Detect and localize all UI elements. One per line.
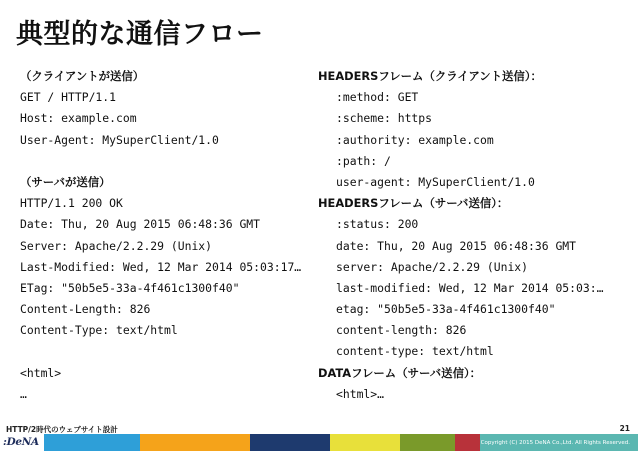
right-col-line: :path: /	[336, 153, 391, 168]
copyright-notice: Copyright (C) 2015 DeNA Co.,Ltd. All Rights Reserved.	[480, 440, 630, 446]
slide-title: 典型的な通信フロー	[16, 19, 264, 50]
right-col-line: DATAフレーム（サーバ送信）：	[318, 365, 482, 380]
left-col-line: HTTP/1.1 200 OK	[20, 196, 123, 211]
http2-frames-column	[318, 66, 618, 405]
right-col-line: etag: "50b5e5-33a-4f461c1300f40"	[336, 302, 556, 317]
left-col-line: <html>	[20, 365, 62, 380]
dena-logo: :DeNA	[3, 436, 39, 448]
footer-bar-segment	[140, 434, 250, 451]
footer-bar-segment	[330, 434, 400, 451]
left-col-line: User-Agent: MySuperClient/1.0	[20, 132, 219, 147]
right-col-line: user-agent: MySuperClient/1.0	[336, 174, 535, 189]
right-col-line: :authority: example.com	[336, 132, 494, 147]
left-col-line: Content-Type: text/html	[20, 323, 178, 338]
right-col-line: HEADERSフレーム（クライアント送信）：	[318, 69, 542, 83]
left-col-line: Host: example.com	[20, 111, 137, 126]
left-col-line	[20, 151, 320, 172]
right-col-line: date: Thu, 20 Aug 2015 06:48:36 GMT	[336, 238, 577, 253]
footer-bar-segment	[250, 434, 330, 451]
left-col-line: Server: Apache/2.2.29 (Unix)	[20, 238, 213, 253]
right-col-line: server: Apache/2.2.29 (Unix)	[336, 259, 529, 274]
right-col-line: content-length: 826	[336, 323, 467, 338]
left-col-line: Last-Modified: Wed, 12 Mar 2014 05:03:17…	[20, 259, 302, 274]
left-col-line: Date: Thu, 20 Aug 2015 06:48:36 GMT	[20, 217, 261, 232]
left-col-line	[20, 341, 320, 362]
left-col-line: （クライアントが送信）	[20, 69, 145, 83]
left-col-line: …	[20, 386, 27, 401]
left-col-line: GET / HTTP/1.1	[20, 90, 117, 105]
left-col-line: Content-Length: 826	[20, 302, 151, 317]
left-col-line: （サーバが送信）	[20, 174, 111, 189]
footer-bar-segment	[400, 434, 455, 451]
right-col-line: :scheme: https	[336, 111, 433, 126]
right-col-line: :method: GET	[336, 90, 419, 105]
right-col-line: content-type: text/html	[336, 344, 494, 359]
right-col-line: :status: 200	[336, 217, 419, 232]
left-col-line: ETag: "50b5e5-33a-4f461c1300f40"	[20, 280, 240, 295]
client-http1-column	[20, 66, 320, 405]
right-col-line: HEADERSフレーム（サーバ送信）：	[318, 196, 509, 211]
footer-bar-segment	[455, 434, 480, 451]
right-col-line: <html>…	[336, 386, 385, 401]
page-number: 21	[619, 424, 630, 433]
right-col-line: last-modified: Wed, 12 Mar 2014 05:03:…	[336, 280, 604, 295]
footer-presentation-title: HTTP/2時代のウェブサイト設計	[6, 425, 118, 434]
